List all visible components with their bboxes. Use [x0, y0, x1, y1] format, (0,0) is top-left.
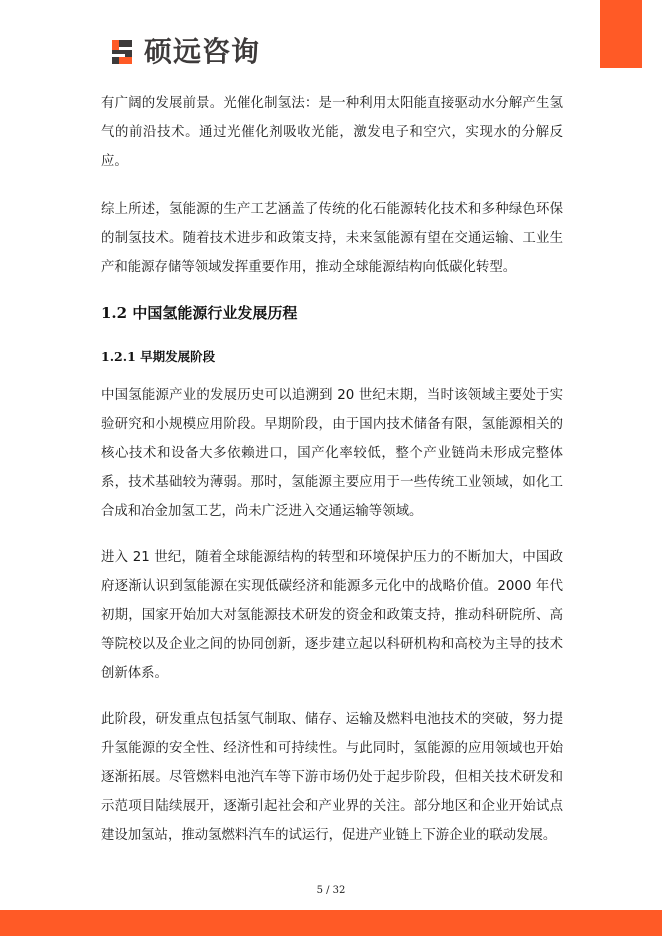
brand-logo-icon: [110, 38, 138, 66]
paragraph-research-focus: 此阶段，研发重点包括氢气制取、储存、运输及燃料电池技术的突破，努力提升氢能源的安全性、经济性和可持续性。与此同时，氢能源的应用领域也开始逐渐拓展。尽管燃料电池汽车等下游市场仍处于起步阶段，但相关技术研发和示范项目陆续展开，逐渐引起社会和产业界的关注。部分地区和企业开始试点建设加氢站，推动氢燃料汽车的试运行，促进产业链上下游企业的联动发展。: [101, 712, 563, 843]
paragraph-photocatalytic: 有广阔的发展前景。光催化制氢法：是一种利用太阳能直接驱动水分解产生氢气的前沿技术。通过光催化剂吸收光能，激发电子和空穴，实现水的分解反应。: [101, 96, 563, 169]
brand-logo: [110, 35, 260, 69]
subsection-heading: 1.2.1 早期发展阶段: [101, 349, 216, 364]
section-heading: 1.2 中国氢能源行业发展历程: [101, 304, 298, 322]
bottom-accent-bar: [0, 910, 662, 936]
paragraph-21st-century: 进入 21 世纪，随着全球能源结构的转型和环境保护压力的不断加大，中国政府逐渐认识到氢能源在实现低碳经济和能源多元化中的战略价值。2000 年代初期，国家开始加大对氢能源技术研发的资金和政策支持，推动科研院所、高等院校以及企业之间的协同创新，逐步建立起以科研机构和高校为主导的技术创新体系。: [101, 550, 563, 681]
document-body: [101, 89, 563, 867]
paragraph-summary: 综上所述，氢能源的生产工艺涵盖了传统的化石能源转化技术和多种绿色环保的制氢技术。随着技术进步和政策支持，未来氢能源有望在交通运输、工业生产和能源存储等领域发挥重要作用，推动全球能源结构向低碳化转型。: [101, 202, 563, 275]
paragraph-early-stage: 中国氢能源产业的发展历史可以追溯到 20 世纪末期，当时该领域主要处于实验研究和小规模应用阶段。早期阶段，由于国内技术储备有限，氢能源相关的核心技术和设备大多依赖进口，国产化率较低，整个产业链尚未形成完整体系，技术基础较为薄弱。那时，氢能源主要应用于一些传统工业领域，如化工合成和冶金加氢工艺，尚未广泛进入交通运输等领域。: [101, 388, 563, 519]
brand-name: 硕远咨询: [144, 35, 261, 68]
page-number: 5 / 32: [316, 885, 346, 896]
top-accent-block: [600, 0, 642, 68]
